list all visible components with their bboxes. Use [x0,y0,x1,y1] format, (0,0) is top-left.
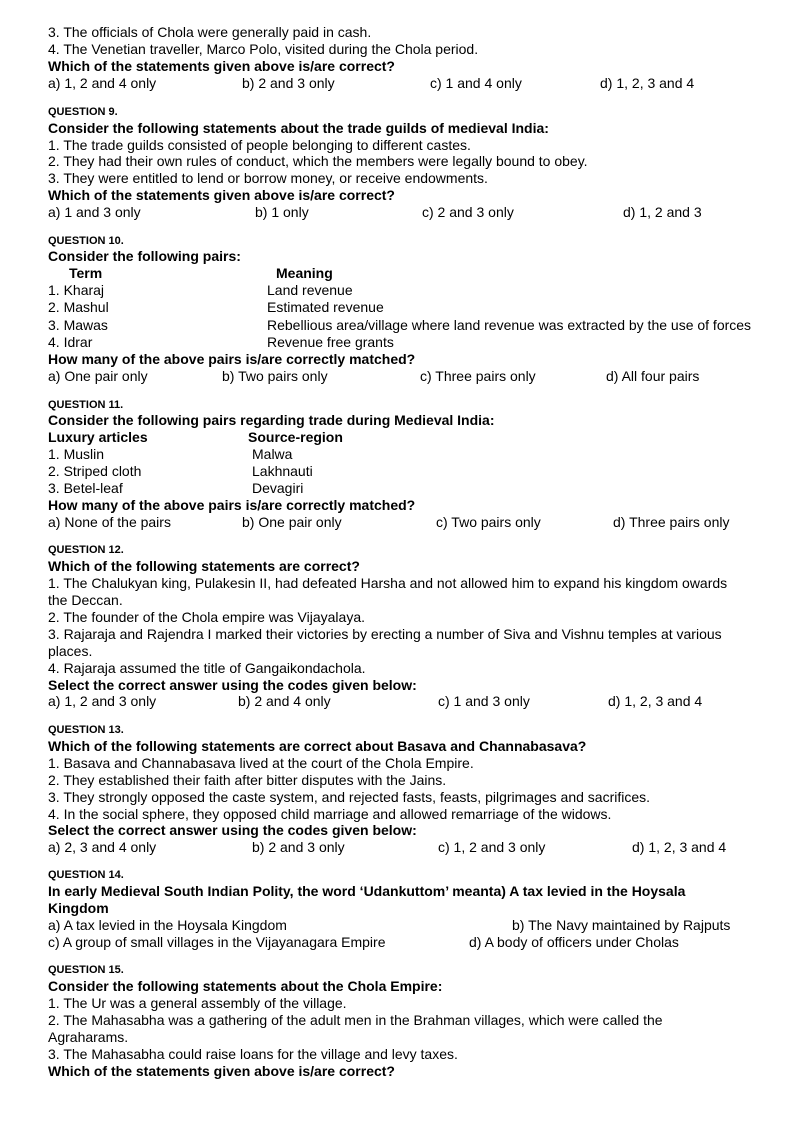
q12-stem: Which of the following statements are correct? [48,558,360,574]
q12-statement-4: 4. Rajaraja assumed the title of Gangaikondachola. [48,660,366,676]
q15-stem: Consider the following statements about the Chola Empire: [48,978,443,994]
q10-option-a: a) One pair only [48,368,148,384]
q15-statement-3: 3. The Mahasabha could raise loans for the village and levy taxes. [48,1046,458,1062]
q9-stem: Consider the following statements about the trade guilds of medieval India: [48,120,549,136]
q13-heading: QUESTION 13. [48,724,124,736]
q11-option-b: b) One pair only [242,514,342,530]
q13-statement-4: 4. In the social sphere, they opposed child marriage and allowed remarriage of the widows. [48,806,612,822]
q12-option-d: d) 1, 2, 3 and 4 [608,693,703,709]
q9-option-d: d) 1, 2 and 3 [623,204,702,220]
q9-prompt: Which of the statements given above is/are correct? [48,187,395,203]
q13-statement-2: 2. They established their faith after bitter disputes with the Jains. [48,772,447,788]
q11-col-article: Luxury articles [48,429,148,445]
q9-option-c: c) 2 and 3 only [422,204,514,220]
q13-option-d: d) 1, 2, 3 and 4 [632,839,727,855]
q11-option-d: d) Three pairs only [613,514,730,530]
q13-statement-1: 1. Basava and Channabasava lived at the court of the Chola Empire. [48,755,474,771]
q11-stem: Consider the following pairs regarding trade during Medieval India: [48,412,495,428]
q14-option-c: c) A group of small villages in the Vijayanagara Empire [48,934,386,950]
q15-prompt: Which of the statements given above is/are correct? [48,1063,395,1079]
q15-statement-1: 1. The Ur was a general assembly of the village. [48,995,347,1011]
q8-statement-3: 3. The officials of Chola were generally paid in cash. [48,24,372,40]
q15-statement-2: 2. The Mahasabha was a gathering of the adult men in the Brahman villages, which were called the [48,1012,663,1028]
q11-prompt: How many of the above pairs is/are correctly matched? [48,497,416,513]
q9-option-a: a) 1 and 3 only [48,204,141,220]
q9-heading: QUESTION 9. [48,106,118,118]
q8-statement-4: 4. The Venetian traveller, Marco Polo, visited during the Chola period. [48,41,479,57]
q8-option-d: d) 1, 2, 3 and 4 [600,75,695,91]
q12-option-c: c) 1 and 3 only [438,693,530,709]
q12-statement-1: 1. The Chalukyan king, Pulakesin II, had defeated Harsha and not allowed him to expand his kingdom owards [48,575,728,591]
q13-prompt: Select the correct answer using the codes given below: [48,822,417,838]
q12-statement-1-cont: the Deccan. [48,592,123,608]
q10-option-c: c) Three pairs only [420,368,536,384]
q10-col-term: Term [69,265,103,281]
q10-option-d: d) All four pairs [606,368,700,384]
q11-article-1: 1. Muslin [48,446,105,462]
q10-option-b: b) Two pairs only [222,368,328,384]
q8-option-a: a) 1, 2 and 4 only [48,75,157,91]
q11-article-2: 2. Striped cloth [48,463,142,479]
q13-option-b: b) 2 and 3 only [252,839,345,855]
q11-region-3: Devagiri [252,480,304,496]
q14-heading: QUESTION 14. [48,869,124,881]
q12-heading: QUESTION 12. [48,544,124,556]
q11-heading: QUESTION 11. [48,399,124,411]
q10-col-meaning: Meaning [276,265,333,281]
q14-stem-cont: Kingdom [48,900,109,916]
q10-term-2: 2. Mashul [48,299,109,315]
q10-heading: QUESTION 10. [48,235,124,247]
q12-prompt: Select the correct answer using the codes given below: [48,677,417,693]
q10-stem: Consider the following pairs: [48,248,241,264]
q9-statement-3: 3. They were entitled to lend or borrow money, or receive endowments. [48,170,488,186]
q12-statement-3-cont: places. [48,643,93,659]
q10-term-4: 4. Idrar [48,334,93,350]
q9-statement-2: 2. They had their own rules of conduct, which the members were legally bound to obey. [48,153,588,169]
q15-statement-2-cont: Agraharams. [48,1029,129,1045]
q11-option-a: a) None of the pairs [48,514,171,530]
q14-option-a: a) A tax levied in the Hoysala Kingdom [48,917,287,933]
q11-region-2: Lakhnauti [252,463,313,479]
q8-option-b: b) 2 and 3 only [242,75,335,91]
q14-option-d: d) A body of officers under Cholas [469,934,679,950]
q14-option-b: b) The Navy maintained by Rajputs [512,917,731,933]
q11-option-c: c) Two pairs only [436,514,541,530]
q9-statement-1: 1. The trade guilds consisted of people belonging to different castes. [48,137,471,153]
q13-statement-3: 3. They strongly opposed the caste system, and rejected fasts, feasts, pilgrimages and sacrifices. [48,789,651,805]
q13-option-a: a) 2, 3 and 4 only [48,839,157,855]
q15-heading: QUESTION 15. [48,964,124,976]
q12-statement-3: 3. Rajaraja and Rajendra I marked their victories by erecting a number of Siva and Vishnu temples at various [48,626,722,642]
q9-option-b: b) 1 only [255,204,309,220]
q10-term-1: 1. Kharaj [48,282,105,298]
q14-stem: In early Medieval South Indian Polity, the word ‘Udankuttom’ meanta) A tax levied in the Hoysala [48,883,686,899]
q12-option-b: b) 2 and 4 only [238,693,331,709]
q12-statement-2: 2. The founder of the Chola empire was Vijayalaya. [48,609,366,625]
q10-meaning-3: Rebellious area/village where land revenue was extracted by the use of forces [267,317,752,333]
q8-option-c: c) 1 and 4 only [430,75,522,91]
q11-article-3: 3. Betel-leaf [48,480,123,496]
q10-meaning-4: Revenue free grants [267,334,394,350]
q13-stem: Which of the following statements are correct about Basava and Channabasava? [48,738,587,754]
q11-col-region: Source-region [248,429,343,445]
q10-meaning-2: Estimated revenue [267,299,384,315]
q10-meaning-1: Land revenue [267,282,353,298]
q8-prompt: Which of the statements given above is/are correct? [48,58,395,74]
q12-option-a: a) 1, 2 and 3 only [48,693,157,709]
q10-term-3: 3. Mawas [48,317,108,333]
q11-region-1: Malwa [252,446,293,462]
q13-option-c: c) 1, 2 and 3 only [438,839,546,855]
q10-prompt: How many of the above pairs is/are correctly matched? [48,351,416,367]
